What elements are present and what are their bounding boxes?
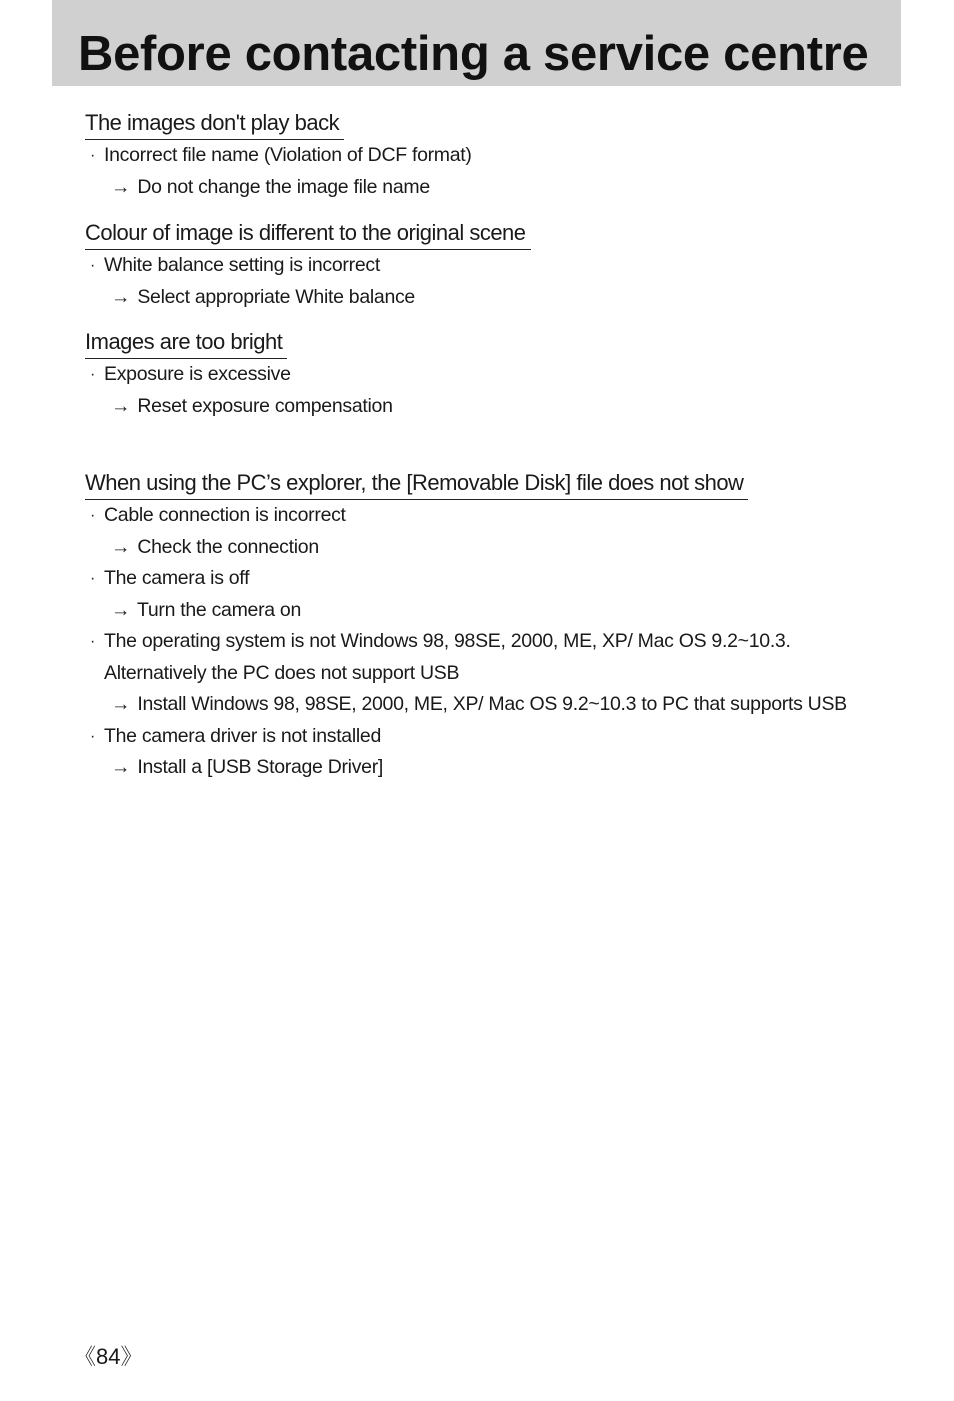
item-list: [85, 140, 472, 203]
remedy-text: Install a [USB Storage Driver]: [137, 756, 384, 778]
troubleshooting-section-playback: [85, 110, 472, 203]
cause-text: Cable connection is incorrect: [104, 504, 346, 526]
remedy-text: Do not change the image file name: [137, 175, 430, 198]
cause-item: [85, 140, 472, 172]
remedy-item: [85, 172, 472, 204]
section-heading: Images are too bright: [85, 329, 287, 359]
arrow-right-icon: →: [111, 535, 131, 558]
cause-text: Alternatively the PC does not support USB: [104, 661, 460, 684]
page-title: Before contacting a service centre: [78, 27, 869, 81]
arrow-right-icon: →: [111, 598, 131, 621]
arrow-right-icon: →: [111, 175, 131, 198]
troubleshooting-section-brightness: [85, 329, 393, 422]
cause-item: [85, 563, 847, 595]
page-number: 《84》: [74, 1344, 143, 1369]
cause-continuation: [85, 658, 847, 690]
section-heading: When using the PC’s explorer, the [Removable Disk] file does not show: [85, 470, 748, 500]
remedy-item: [85, 689, 847, 721]
cause-text: Incorrect file name (Violation of DCF format): [104, 144, 472, 166]
bullet-dot-icon: ·: [90, 147, 96, 164]
bullet-dot-icon: ·: [90, 366, 96, 383]
bullet-dot-icon: ·: [90, 727, 96, 745]
cause-item: [85, 250, 531, 282]
remedy-text: Reset exposure compensation: [137, 394, 393, 417]
cause-text: The operating system is not Windows 98, 98SE, 2000, ME, XP/ Mac OS 9.2~10.3.: [104, 630, 791, 652]
cause-text: The camera is off: [104, 567, 250, 589]
item-list: [85, 250, 531, 313]
cause-item: [85, 626, 847, 658]
remedy-item: [85, 595, 847, 627]
cause-text: White balance setting is incorrect: [104, 254, 380, 276]
remedy-text: Select appropriate White balance: [137, 285, 415, 308]
bullet-dot-icon: ·: [90, 633, 96, 650]
cause-item: [85, 500, 847, 532]
arrow-right-icon: →: [111, 693, 131, 715]
cause-item: [85, 359, 393, 391]
remedy-item: [85, 282, 531, 314]
arrow-right-icon: →: [111, 394, 131, 417]
bullet-dot-icon: ·: [90, 257, 96, 274]
bullet-dot-icon: ·: [90, 570, 96, 587]
remedy-text: Check the connection: [137, 535, 319, 558]
remedy-item: [85, 391, 393, 423]
section-heading: Colour of image is different to the original scene: [85, 220, 531, 250]
title-banner: [52, 0, 901, 86]
cause-text: The camera driver is not installed: [104, 724, 382, 747]
item-list: [85, 500, 847, 784]
section-heading: The images don't play back: [85, 110, 344, 140]
cause-text: Exposure is excessive: [104, 363, 291, 385]
troubleshooting-section-colour: [85, 220, 531, 313]
cause-item: [85, 721, 847, 753]
remedy-text: Install Windows 98, 98SE, 2000, ME, XP/ Mac OS 9.2~10.3 to PC that supports USB: [137, 693, 847, 715]
arrow-right-icon: →: [111, 285, 131, 308]
item-list: [85, 359, 393, 422]
remedy-item: [85, 532, 847, 564]
remedy-item: [85, 752, 847, 784]
remedy-text: Turn the camera on: [136, 598, 302, 621]
bullet-dot-icon: ·: [90, 507, 96, 524]
arrow-right-icon: →: [111, 756, 131, 778]
troubleshooting-section-removable-disk: [85, 470, 847, 784]
